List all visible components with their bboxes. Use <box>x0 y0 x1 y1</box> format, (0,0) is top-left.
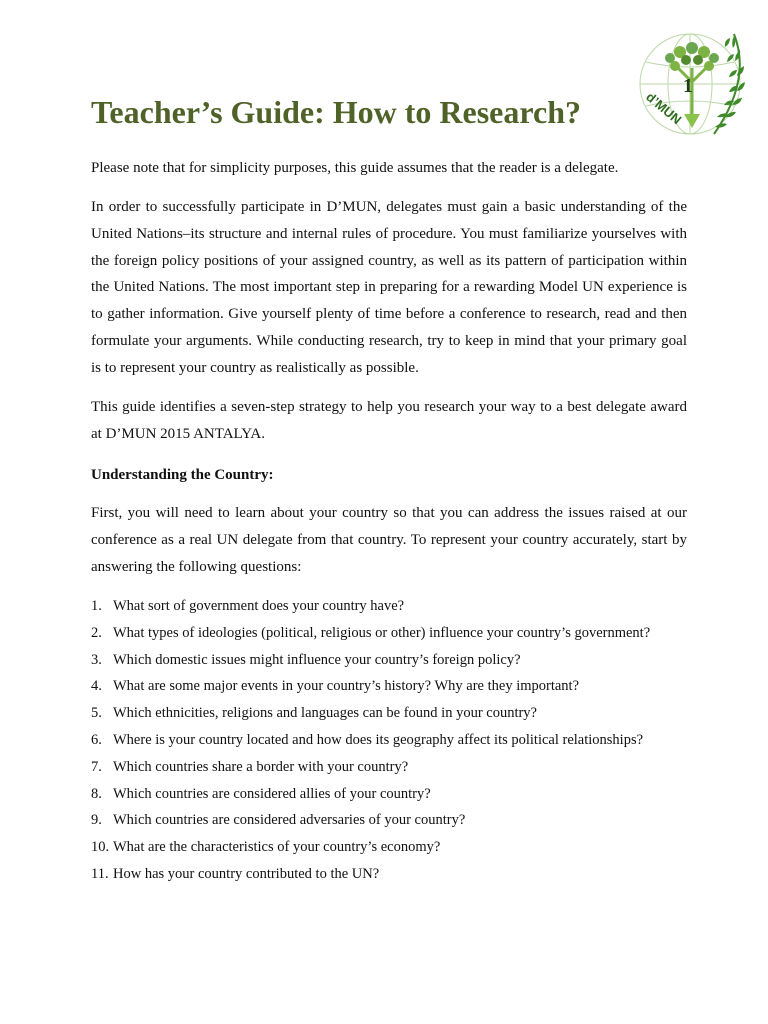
dmun-logo <box>630 24 756 150</box>
question-list <box>91 593 691 888</box>
list-item-text: Which countries share a border with your country? <box>113 758 409 775</box>
list-item-text: Which countries are considered adversaries of your country? <box>113 812 466 829</box>
badge-number: 1 <box>683 75 693 97</box>
list-item <box>91 781 691 808</box>
list-item <box>91 700 691 727</box>
list-item-text: Which ethnicities, religions and languages can be found in your country? <box>113 705 537 722</box>
list-item <box>91 861 691 888</box>
list-item-number: 5. <box>91 705 102 722</box>
list-item <box>91 647 691 674</box>
list-item-number: 2. <box>91 624 102 641</box>
list-item-number: 1. <box>91 598 102 614</box>
list-item <box>91 673 691 700</box>
list-item-number: 10. <box>91 839 110 856</box>
section-heading: Understanding the Country: <box>91 467 274 483</box>
guide-paragraph: This guide identifies a seven-step strategy to help you research your way to a best delegate award at D’MUN 2015 ANTALYA. <box>91 399 687 442</box>
intro-paragraph: In order to successfully participate in D’MUN, delegates must gain a basic understanding of the United Nations–its structure and internal rules of procedure. You must familiarize yourselves with the foreign policy positions of your assigned country, as well as its pattern of participation within the United Nations. The most important step in preparing for a rewarding Model UN experience is to gather information. Give yourself plenty of time before a conference to research, read and then formulate your arguments. While conducting research, try to keep in mind that your primary goal is to represent your country as realistically as possible. <box>91 199 687 376</box>
logo-text: d’MUN <box>643 89 685 128</box>
list-item <box>91 620 691 647</box>
list-item-number: 4. <box>91 678 102 695</box>
list-item-number: 3. <box>91 651 102 668</box>
list-item-text: What are the characteristics of your country’s economy? <box>113 839 441 856</box>
list-item-text: What types of ideologies (political, religious or other) influence your country’s government? <box>113 624 651 641</box>
list-item-text: Where is your country located and how does its geography affect its political relationships? <box>113 731 644 748</box>
list-item-text: How has your country contributed to the UN? <box>113 865 380 882</box>
list-item <box>91 593 691 620</box>
list-item-text: What are some major events in your country’s history? Why are they important? <box>113 678 580 695</box>
list-item <box>91 807 691 834</box>
note-paragraph: Please note that for simplicity purposes, this guide assumes that the reader is a delegate. <box>91 160 619 176</box>
list-item-number: 9. <box>91 812 102 829</box>
list-item-number: 11. <box>91 865 109 882</box>
first-paragraph: First, you will need to learn about your country so that you can address the issues raised at our conference as a real UN delegate from that country. To represent your country accurately, start by answering the following questions: <box>91 505 687 575</box>
list-item-text: What sort of government does your country have? <box>113 598 405 614</box>
list-item-number: 6. <box>91 731 102 748</box>
list-item-number: 8. <box>91 785 102 802</box>
list-item <box>91 834 691 861</box>
list-item-number: 7. <box>91 758 102 775</box>
list-item-text: Which countries are considered allies of your country? <box>113 785 431 802</box>
list-item <box>91 727 691 754</box>
list-item-text: Which domestic issues might influence your country’s foreign policy? <box>113 651 521 668</box>
list-item <box>91 754 691 781</box>
page-title: Teacher’s Guide: How to Research? <box>91 94 581 130</box>
